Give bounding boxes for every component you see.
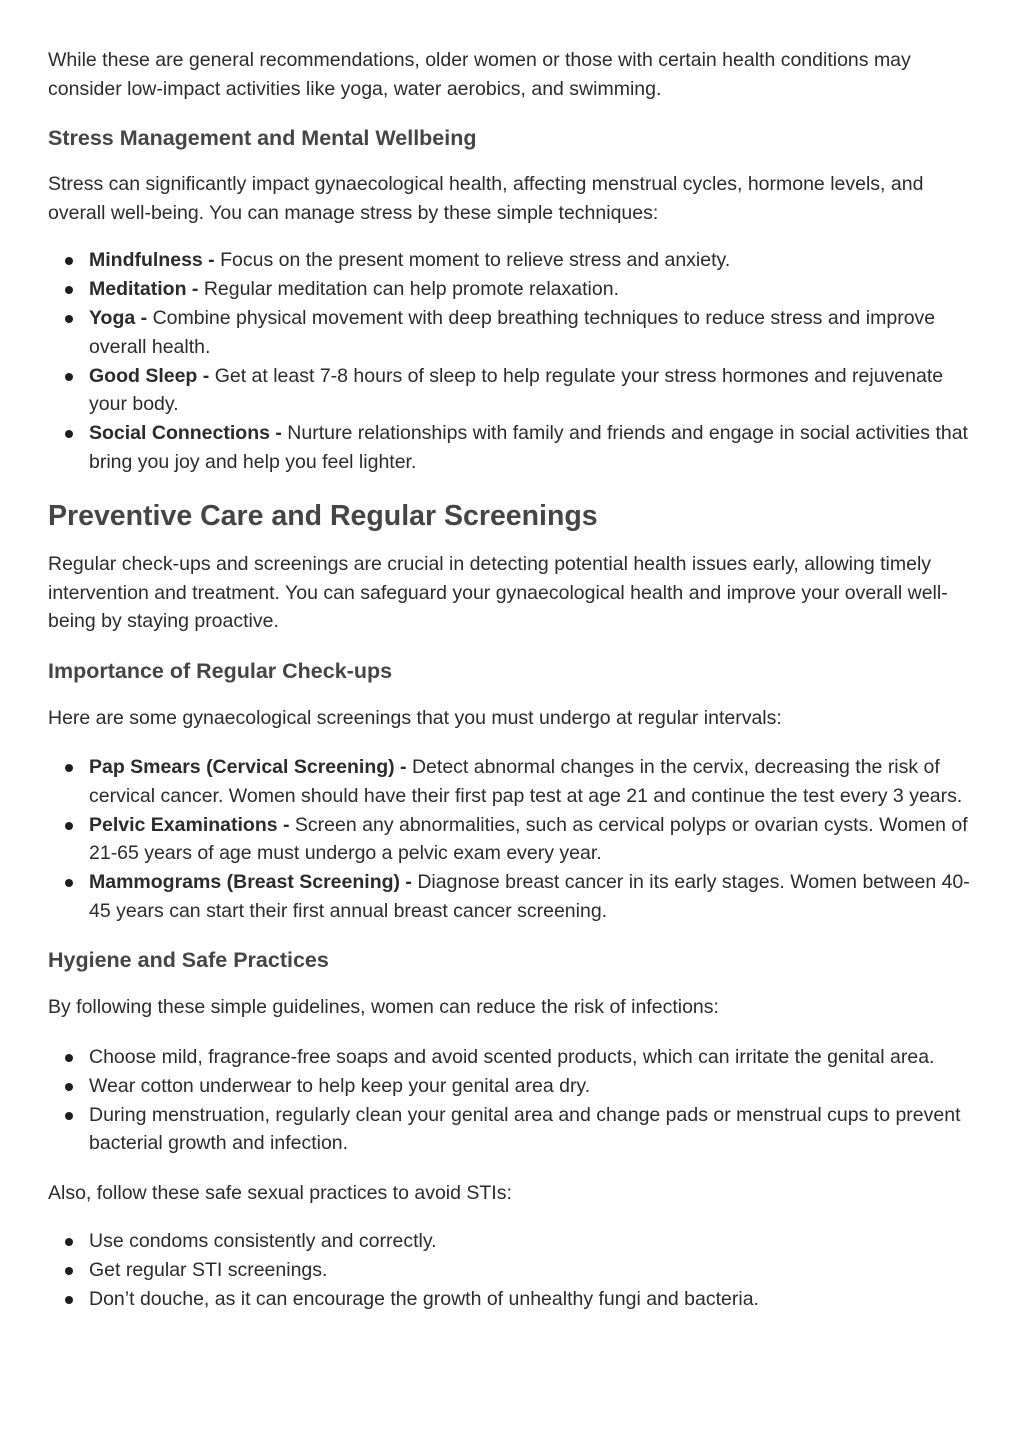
stress-techniques-list — [48, 246, 976, 476]
bullet-icon — [65, 1267, 73, 1275]
list-item-desc: Detect abnormal changes in the cervix, decreasing the risk of cervical cancer. Women should have their first pap test at age 21 and continue the test every 3 years. — [89, 756, 963, 807]
intro-paragraph: While these are general recommendations, older women or those with certain health conditions may consider low-impact activities like yoga, water aerobics, and swimming. — [48, 49, 911, 100]
list-item — [89, 868, 976, 925]
list-item-term: Pap Smears (Cervical Screening) - — [89, 756, 412, 778]
list-item — [89, 275, 976, 304]
list-item — [89, 811, 976, 868]
checkups-paragraph: Here are some gynaecological screenings that you must undergo at regular intervals: — [48, 706, 782, 729]
bullet-icon — [65, 879, 73, 887]
list-item — [89, 1072, 976, 1101]
list-item-desc: Focus on the present moment to relieve stress and anxiety. — [220, 249, 731, 271]
list-item-term: Meditation - — [89, 278, 204, 300]
list-item — [89, 304, 976, 361]
list-item — [89, 246, 976, 275]
list-item — [89, 419, 976, 476]
list-item-text: During menstruation, regularly clean your genital area and change pads or menstrual cups to prevent bacterial growth and infection. — [89, 1103, 961, 1154]
safe-practices-list — [48, 1227, 976, 1314]
list-item-text: Use condoms consistently and correctly. — [89, 1230, 437, 1252]
list-item-term: Pelvic Examinations - — [89, 813, 295, 836]
stress-paragraph: Stress can significantly impact gynaecological health, affecting menstrual cycles, hormone levels, and overall well-being. You can manage stress by these simple techniques: — [48, 173, 924, 224]
list-item-text: Wear cotton underwear to help keep your genital area dry. — [89, 1074, 591, 1097]
list-item-desc: Nurture relationships with family and friends and engage in social activities that bring you joy and help you feel lighter. — [89, 422, 968, 473]
list-item — [89, 1043, 976, 1072]
bullet-icon — [65, 1296, 73, 1304]
bullet-icon — [65, 373, 73, 381]
list-item-term: Yoga - — [89, 307, 153, 329]
list-item-term: Mammograms (Breast Screening) - — [89, 871, 418, 893]
bullet-icon — [65, 1054, 73, 1062]
list-item-desc: Regular meditation can help promote relaxation. — [203, 278, 619, 300]
list-item-text: Don’t douche, as it can encourage the growth of unhealthy fungi and bacteria. — [89, 1288, 759, 1310]
screenings-list — [48, 753, 976, 925]
list-item — [89, 1227, 976, 1256]
preventive-care-paragraph: Regular check-ups and screenings are crucial in detecting potential health issues early, allowing timely intervention and treatment. You can safeguard your gynaecological health and improve your overall well-being by staying proactive. — [48, 553, 948, 632]
bullet-icon — [65, 822, 73, 830]
list-item — [89, 753, 976, 810]
list-item — [89, 1256, 976, 1285]
hygiene-paragraph: By following these simple guidelines, women can reduce the risk of infections: — [48, 996, 719, 1018]
list-item — [89, 1285, 976, 1314]
list-item-desc: Diagnose breast cancer in its early stages. Women between 40-45 years can start their first annual breast cancer screening. — [89, 871, 970, 922]
bullet-icon — [65, 1112, 73, 1120]
list-item-desc: Get at least 7-8 hours of sleep to help regulate your stress hormones and rejuvenate your body. — [89, 364, 944, 415]
stress-heading: Stress Management and Mental Wellbeing — [48, 126, 477, 150]
list-item-term: Good Sleep - — [89, 364, 215, 387]
bullet-icon — [65, 430, 73, 438]
list-item-desc: Screen any abnormalities, such as cervical polyps or ovarian cysts. Women of 21-65 years of age must undergo a pelvic exam every year. — [89, 813, 968, 864]
list-item-term: Mindfulness - — [89, 249, 221, 271]
preventive-care-heading: Preventive Care and Regular Screenings — [48, 500, 598, 532]
list-item — [89, 362, 976, 419]
list-item-text: Get regular STI screenings. — [89, 1259, 328, 1281]
safe-practices-paragraph: Also, follow these safe sexual practices to avoid STIs: — [48, 1181, 512, 1204]
list-item-term: Social Connections - — [89, 422, 288, 444]
list-item — [89, 1101, 976, 1158]
bullet-icon — [65, 764, 73, 772]
list-item-text: Choose mild, fragrance-free soaps and avoid scented products, which can irritate the genital area. — [89, 1045, 935, 1068]
bullet-icon — [65, 286, 73, 294]
bullet-icon — [65, 315, 73, 323]
hygiene-heading: Hygiene and Safe Practices — [48, 948, 329, 972]
checkups-heading: Importance of Regular Check-ups — [48, 658, 393, 683]
list-item-desc: Combine physical movement with deep breathing techniques to reduce stress and improve overall health. — [89, 307, 936, 358]
bullet-icon — [65, 1238, 73, 1246]
bullet-icon — [65, 1083, 73, 1091]
bullet-icon — [65, 257, 73, 265]
hygiene-guidelines-list — [48, 1043, 976, 1158]
